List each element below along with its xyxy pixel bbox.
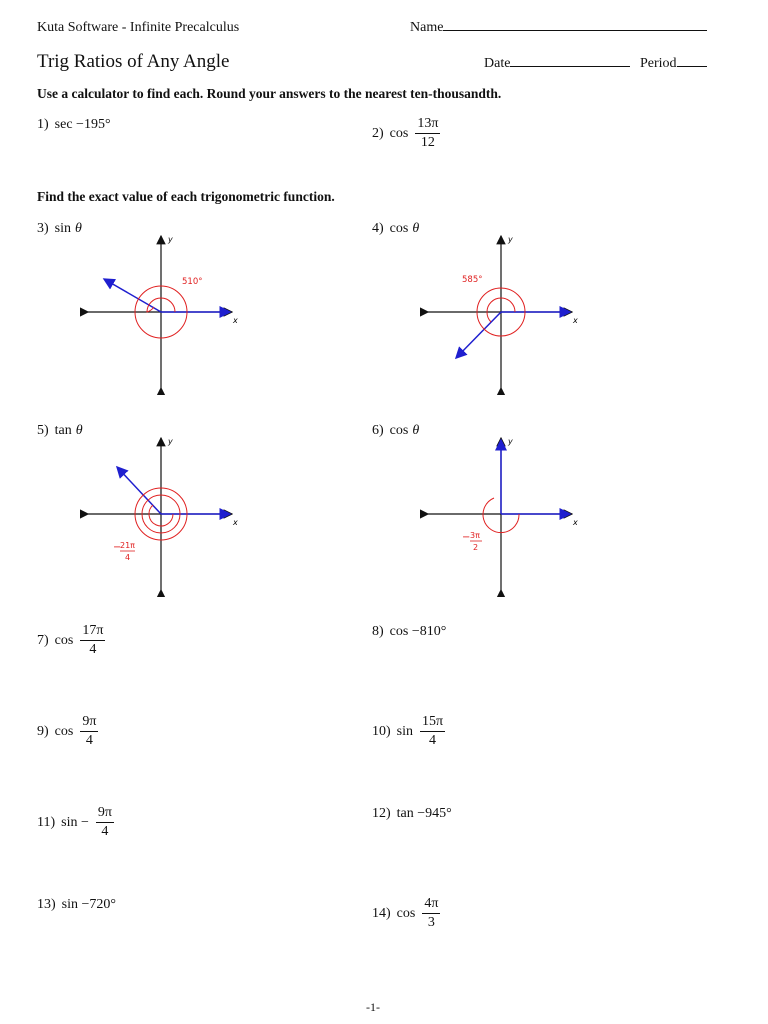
angle-sign: − [113, 542, 122, 553]
fraction-denominator: 3 [427, 914, 435, 930]
x-axis-label: x [573, 518, 578, 527]
date-label: Date [484, 56, 511, 71]
problem-function: sin [54, 221, 72, 236]
problem-number: 3) [37, 221, 49, 236]
problem-function: cos [396, 905, 416, 921]
problem-number: 12) [372, 806, 391, 821]
problem-number: 14) [372, 905, 391, 921]
x-axis-label: x [233, 518, 238, 527]
problem-function: sin [396, 723, 414, 739]
y-axis-label: y [508, 437, 513, 446]
fraction [420, 715, 445, 748]
name-field[interactable] [410, 20, 707, 36]
angle-label: 585° [462, 275, 483, 285]
theta-symbol: θ [412, 221, 420, 236]
problem-function: cos [54, 632, 74, 648]
exact-instruction: Find the exact value of each trigonometric function. [37, 189, 335, 204]
problem-14 [372, 897, 440, 930]
problem-13 [37, 897, 116, 913]
problem-10 [372, 715, 445, 748]
y-axis-label: y [508, 235, 513, 244]
problem-11 [37, 806, 114, 839]
fraction [80, 715, 98, 748]
problem-number: 4) [372, 221, 384, 236]
x-axis-label: x [573, 316, 578, 325]
angle-sign: − [462, 532, 471, 543]
page-number: -1- [366, 1000, 380, 1014]
period-blank[interactable] [677, 66, 707, 67]
date-field[interactable] [484, 56, 630, 72]
problem-5 [37, 423, 83, 439]
problem-number: 13) [37, 897, 56, 912]
problem-number: 11) [37, 814, 56, 830]
fraction-denominator: 12 [420, 134, 435, 150]
problem-function: tan [54, 423, 72, 438]
problem-number: 9) [37, 723, 49, 739]
angle-numerator: 21π [120, 541, 135, 550]
y-axis-label: y [168, 437, 173, 446]
date-blank[interactable] [510, 66, 630, 67]
problem-expression: sec −195° [54, 117, 111, 132]
problem-number: 5) [37, 423, 49, 438]
unit-angle-graph-510 [80, 230, 250, 395]
angle-numerator: 3π [470, 531, 480, 540]
fraction-numerator: 9π [96, 806, 114, 823]
unit-angle-graph-neg-3pi-2 [420, 432, 590, 597]
fraction-denominator: 4 [101, 823, 109, 839]
x-axis-label: x [233, 316, 238, 325]
problem-number: 10) [372, 723, 391, 739]
problem-number: 1) [37, 117, 49, 132]
period-field[interactable] [640, 56, 707, 72]
problem-4 [372, 221, 419, 237]
fraction [422, 897, 440, 930]
name-blank[interactable] [443, 30, 707, 31]
period-label: Period [640, 56, 677, 71]
problem-number: 6) [372, 423, 384, 438]
problem-number: 7) [37, 632, 49, 648]
problem-3 [37, 221, 82, 237]
calc-instruction: Use a calculator to find each. Round your answers to the nearest ten-thousandth. [37, 86, 502, 101]
angle-label: 510° [182, 277, 203, 287]
problem-8 [372, 624, 446, 640]
software-name: Kuta Software - Infinite Precalculus [37, 20, 240, 35]
problem-function: cos [389, 423, 409, 438]
problem-function: sin − [61, 814, 89, 830]
fraction [415, 117, 440, 150]
problem-number: 2) [372, 125, 384, 141]
terminal-ray [104, 279, 161, 312]
terminal-ray [117, 467, 161, 514]
fraction-denominator: 4 [429, 732, 437, 748]
problem-expression: cos −810° [389, 624, 447, 639]
unit-angle-graph-585 [420, 230, 590, 395]
fraction [96, 806, 114, 839]
problem-12 [372, 806, 452, 822]
unit-angle-graph-neg-21pi-4 [80, 432, 250, 597]
problem-function: cos [389, 221, 409, 236]
theta-symbol: θ [412, 423, 420, 438]
problem-7 [37, 624, 105, 657]
problem-number: 8) [372, 624, 384, 639]
fraction-numerator: 9π [80, 715, 98, 732]
problem-function: cos [54, 723, 74, 739]
problem-expression: sin −720° [61, 897, 117, 912]
theta-symbol: θ [75, 221, 82, 236]
angle-denominator: 2 [473, 543, 479, 552]
y-axis-label: y [168, 235, 173, 244]
page-title: Trig Ratios of Any Angle [37, 51, 230, 72]
problem-6 [372, 423, 419, 439]
problem-function: cos [389, 125, 409, 141]
problem-2 [372, 117, 440, 150]
fraction-denominator: 4 [85, 732, 93, 748]
angle-denominator: 4 [125, 553, 131, 562]
problem-1 [37, 117, 111, 133]
problem-expression: tan −945° [396, 806, 452, 821]
fraction-numerator: 15π [420, 715, 445, 732]
theta-symbol: θ [75, 423, 83, 438]
fraction-numerator: 13π [415, 117, 440, 134]
name-label: Name [410, 20, 444, 35]
fraction [80, 624, 105, 657]
fraction-numerator: 4π [422, 897, 440, 914]
problem-9 [37, 715, 98, 748]
fraction-numerator: 17π [80, 624, 105, 641]
fraction-denominator: 4 [89, 641, 97, 657]
